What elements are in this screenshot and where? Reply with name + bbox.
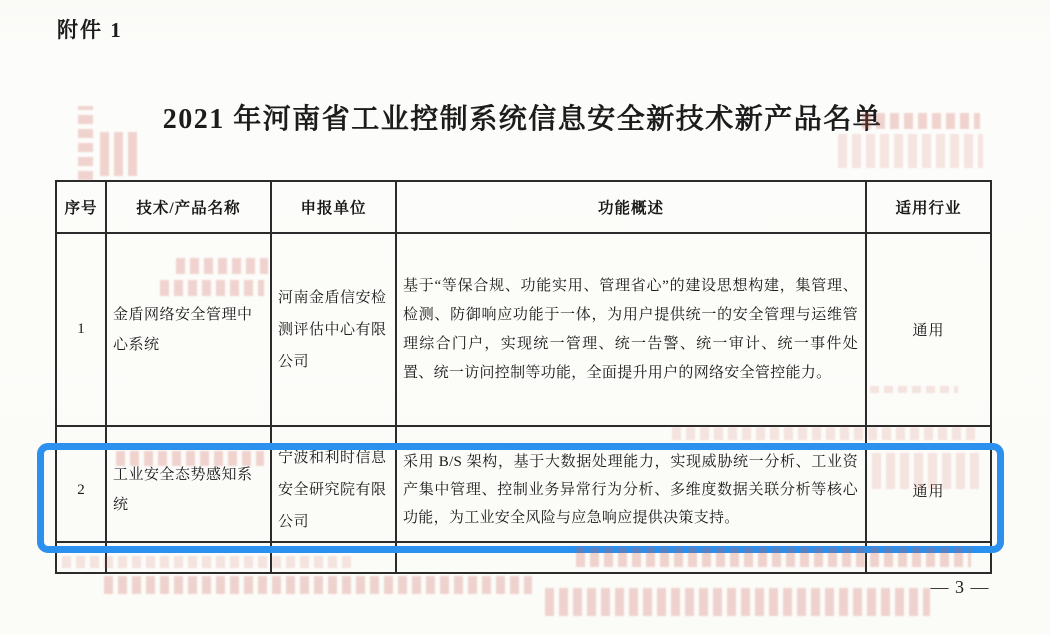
row1-no: 1 [56,233,106,426]
page-title: 2021 年河南省工业控制系统信息安全新技术新产品名单 [162,104,883,135]
header-applicable-industry: 适用行业 [866,181,991,233]
header-product-name: 技术/产品名称 [106,181,271,233]
empty-cell [396,542,866,573]
empty-cell [271,542,396,573]
header-function-summary: 功能概述 [396,181,866,233]
row1-applicable-industry: 通用 [866,233,991,426]
row2-applicant-unit: 宁波和利时信息安全研究院有限公司 [271,426,396,542]
empty-cell [56,542,106,573]
row2-function-summary: 采用 B/S 架构，基于大数据处理能力，实现威胁统一分析、工业资产集中管理、控制业务异常行为分析、多维度数据关联分析等核心功能，为工业安全风险与应急响应提供决策支持。 [396,426,866,542]
row2-applicable-industry: 通用 [866,426,991,542]
header-no: 序号 [56,181,106,233]
table-row [56,233,991,426]
page-number: — 3 — [930,577,990,597]
header-applicant-unit: 申报单位 [271,181,396,233]
ink-bleed-mark [104,576,532,594]
row1-applicant-unit: 河南金盾信安检测评估中心有限公司 [271,233,396,426]
table-row [56,426,991,542]
product-list-table [55,180,992,574]
empty-cell [866,542,991,573]
table-header-row [56,181,991,233]
row1-function-summary: 基于“等保合规、功能实用、管理省心”的建设思想构建，集管理、检测、防御响应功能于一体，为用户提供统一的安全管理与运维管理综合门户，实现统一管理、统一告警、统一审计、统一事件处置、统一访问控制等功能，全面提升用户的网络安全管控能力。 [396,233,866,426]
row2-no: 2 [56,426,106,542]
row1-product-name: 金盾网络安全管理中心系统 [106,233,271,426]
row2-product-name: 工业安全态势感知系统 [106,426,271,542]
attachment-label: 附件 1 [57,18,123,42]
empty-cell [106,542,271,573]
table-row-partial [56,542,991,573]
ink-bleed-mark [545,588,930,616]
ink-bleed-mark [100,132,142,176]
ink-bleed-mark [838,134,983,168]
